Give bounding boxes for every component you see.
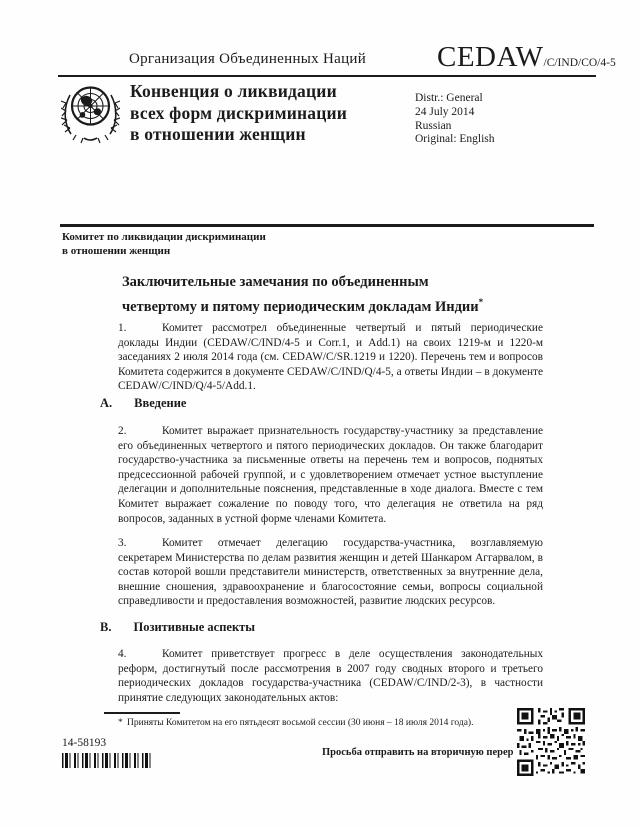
paragraph-2 (118, 424, 543, 526)
paragraph-1-text: Комитет рассмотрел объединенные четвертый и пятый периодические доклады Индии (CEDAW/C/IND/4-5 и Corr.1, и Add.1) на своих 1219-м и 1220-м заседаниях 2 июля 2014 года (см. CEDAW/C/SR.1219 и 1220). Перечень тем и вопросов Комитета содержится в документе CEDAW/C/IND/Q/4-5, а ответы Индии – в документе CEDAW/C/IND/Q/4-5/Add.1. (118, 322, 543, 393)
document-title-line1: Заключительные замечания по объединенным (122, 274, 429, 290)
un-org-name: Организация Объединенных Наций (129, 51, 367, 67)
un-emblem-icon (61, 82, 120, 144)
original-language-line: Original: English (415, 133, 495, 146)
convention-title (130, 81, 347, 146)
date-line: 24 July 2014 (415, 105, 475, 118)
language-line: Russian (415, 119, 452, 132)
paragraph-3-text: Комитет отмечает делегацию государства-участника, возглавляемую секретарем Министерства по делам развития женщин и детей Шанкаром Аггарвалом, в состав которой вошли представители министерств, ответственных за внутренние дела, внешние сношения, здравоохранение и благосостояние семьи, вопросы социальной справедливости и предоставления возможностей, развитие людских ресурсов. (118, 537, 543, 608)
document-symbol-main: CEDAW (437, 41, 544, 73)
committee-name-line2: в отношении женщин (62, 244, 171, 257)
paragraph-4 (118, 647, 543, 705)
barcode-icon (62, 753, 151, 768)
document-symbol-suffix: /C/IND/CO/4-5 (543, 57, 616, 69)
section-b-title: Позитивные аспекты (133, 620, 256, 634)
convention-title-line3: в отношении женщин (130, 124, 306, 144)
document-title-line2: четвертому и пятому периодическим докладам Индии* (122, 296, 484, 315)
title-footnote-marker: * (478, 296, 484, 307)
section-divider (60, 224, 594, 227)
qr-code-icon (516, 708, 586, 776)
document-symbol (437, 41, 616, 74)
document-title (122, 273, 532, 317)
paragraph-2-text: Комитет выражает признательность государству-участнику за представление его объединенных четвертого и пятого периодических докладов. Он также благодарит государство-участника за письменные ответы на перечень тем и вопросов, поднятых предсессионной рабочей группой, и с удовлетворением отмечает устное выступление делегации и дополнительные пояснения, представленные в ходе диалога. Вместе с тем Комитет выражает сожаление по поводу того, что делегация не ответила на ряд вопросов, заданных в устной форме членами Комитета. (118, 425, 543, 525)
paragraph-4-text: Комитет приветствует прогресс в деле осуществления законодательных реформ, достигнутый после рассмотрения в 2007 году сводных второго и третьего периодических докладов государства-участника (CEDAW/C/IND/2-3), в частности принятие следующих законодательных актов: (118, 648, 543, 704)
section-b-heading (100, 620, 255, 635)
paragraph-2-number: 2. (118, 425, 127, 437)
paragraph-4-number: 4. (118, 648, 127, 660)
section-a-title: Введение (134, 396, 187, 410)
paragraph-1 (118, 321, 543, 394)
footnote-text: Приняты Комитетом на его пятьдесят восьмой сессии (30 июня – 18 июля 2014 года). (127, 718, 474, 728)
distribution-info (415, 92, 495, 147)
section-a-letter: A. (100, 396, 113, 410)
convention-title-line1: Конвенция о ликвидации (130, 81, 337, 101)
section-a-heading (100, 396, 186, 411)
footnote-marker: * (118, 718, 123, 728)
convention-title-line2: всех форм дискриминации (130, 102, 348, 123)
header-divider (58, 75, 596, 77)
job-number: 14-58193 (62, 737, 107, 749)
footnote (118, 717, 518, 729)
committee-name (62, 231, 266, 258)
committee-name-line1: Комитет по ликвидации дискриминации (62, 231, 266, 243)
paragraph-3-number: 3. (118, 537, 127, 549)
distr-line: Distr.: General (415, 92, 483, 104)
section-b-letter: B. (100, 620, 112, 634)
recycle-note: Просьба отправить на вторичную перер (322, 747, 514, 758)
paragraph-3 (118, 536, 543, 609)
paragraph-1-number: 1. (118, 322, 127, 334)
footnote-divider (104, 712, 180, 714)
